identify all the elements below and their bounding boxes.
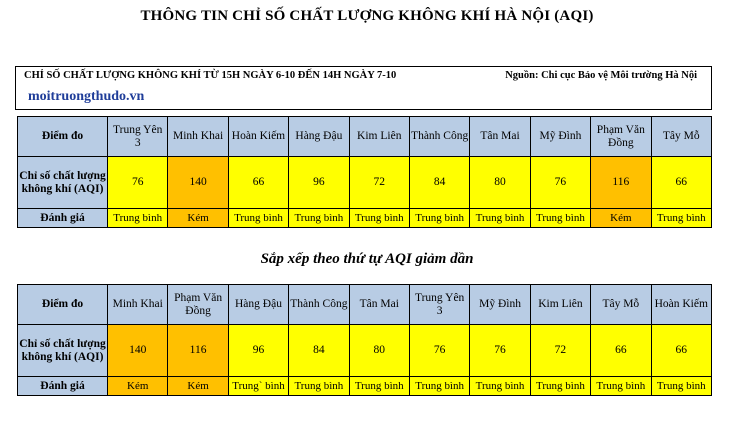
index-row <box>18 157 712 209</box>
rating-row <box>18 209 712 228</box>
aqi-sorted-table <box>17 284 712 396</box>
aqi-value-cell: 96 <box>228 325 288 377</box>
rating-cell: Trung bình <box>591 377 651 396</box>
aqi-value-cell: 76 <box>108 157 168 209</box>
info-box <box>15 66 712 110</box>
aqi-value-cell: 116 <box>591 157 651 209</box>
aqi-value-cell: 140 <box>108 325 168 377</box>
location-cell: Hoàn Kiếm <box>228 117 288 157</box>
rating-cell: Trung bình <box>530 209 590 228</box>
period-text: CHỈ SỐ CHẤT LƯỢNG KHÔNG KHÍ TỪ 15H NGÀY 6-10 ĐẾN 14H NGÀY 7-10 <box>24 70 397 81</box>
aqi-value-cell: 116 <box>168 325 228 377</box>
rating-cell: Trung bình <box>349 209 409 228</box>
rating-cell: Trung bình <box>470 377 530 396</box>
rating-cell: Trung bình <box>228 209 288 228</box>
aqi-value-cell: 84 <box>289 325 349 377</box>
aqi-value-cell: 140 <box>168 157 228 209</box>
sorted-title: Sắp xếp theo thứ tự AQI giảm dần <box>260 251 474 267</box>
rating-cell: Trung bình <box>349 377 409 396</box>
location-cell: Mỹ Đình <box>470 285 530 325</box>
location-cell: Kim Liên <box>349 117 409 157</box>
aqi-value-cell: 80 <box>470 157 530 209</box>
rating-cell: Trung bình <box>289 377 349 396</box>
rating-label: Đánh giá <box>18 209 108 228</box>
location-cell: Mỹ Đình <box>530 117 590 157</box>
index-label: Chỉ số chất lượng không khí (AQI) <box>18 325 108 377</box>
aqi-value-cell: 76 <box>409 325 469 377</box>
rating-cell: Trung bình <box>470 209 530 228</box>
aqi-value-cell: 76 <box>470 325 530 377</box>
location-cell: Tân Mai <box>349 285 409 325</box>
aqi-value-cell: 96 <box>289 157 349 209</box>
aqi-value-cell: 66 <box>228 157 288 209</box>
location-row <box>18 117 712 157</box>
rating-cell: Trung bình <box>651 209 711 228</box>
rating-cell: Trung bình <box>409 377 469 396</box>
rating-cell: Trung bình <box>108 209 168 228</box>
location-cell: Phạm Văn Đồng <box>168 285 228 325</box>
location-cell: Trung Yên 3 <box>409 285 469 325</box>
location-label: Điểm đo <box>18 285 108 325</box>
aqi-table <box>17 116 712 228</box>
location-cell: Tân Mai <box>470 117 530 157</box>
location-cell: Thành Công <box>289 285 349 325</box>
location-cell: Tây Mỗ <box>591 285 651 325</box>
rating-row <box>18 377 712 396</box>
website-link[interactable]: moitruongthudo.vn <box>28 89 145 104</box>
location-cell: Minh Khai <box>168 117 228 157</box>
location-cell: Trung Yên 3 <box>108 117 168 157</box>
location-cell: Phạm Văn Đồng <box>591 117 651 157</box>
location-cell: Hàng Đậu <box>289 117 349 157</box>
location-label: Điểm đo <box>18 117 108 157</box>
rating-cell: Kém <box>591 209 651 228</box>
rating-cell: Kém <box>168 209 228 228</box>
aqi-value-cell: 76 <box>530 157 590 209</box>
rating-cell: Trung` bình <box>228 377 288 396</box>
aqi-value-cell: 66 <box>651 325 711 377</box>
location-cell: Thành Công <box>409 117 469 157</box>
aqi-value-cell: 66 <box>651 157 711 209</box>
rating-cell: Trung bình <box>409 209 469 228</box>
location-cell: Minh Khai <box>108 285 168 325</box>
aqi-value-cell: 66 <box>591 325 651 377</box>
rating-cell: Trung bình <box>651 377 711 396</box>
rating-cell: Trung bình <box>530 377 590 396</box>
aqi-value-cell: 84 <box>409 157 469 209</box>
rating-label: Đánh giá <box>18 377 108 396</box>
rating-cell: Kém <box>108 377 168 396</box>
location-cell: Hoàn Kiếm <box>651 285 711 325</box>
rating-cell: Trung bình <box>289 209 349 228</box>
source-text: Nguồn: Chi cục Bảo vệ Môi trường Hà Nội <box>505 70 697 81</box>
aqi-value-cell: 72 <box>349 157 409 209</box>
aqi-value-cell: 72 <box>530 325 590 377</box>
index-label: Chỉ số chất lượng không khí (AQI) <box>18 157 108 209</box>
location-cell: Kim Liên <box>530 285 590 325</box>
rating-cell: Kém <box>168 377 228 396</box>
location-cell: Tây Mỗ <box>651 117 711 157</box>
page-title: THÔNG TIN CHỈ SỐ CHẤT LƯỢNG KHÔNG KHÍ HÀ NỘI (AQI) <box>140 8 594 24</box>
index-row <box>18 325 712 377</box>
location-cell: Hàng Đậu <box>228 285 288 325</box>
location-row <box>18 285 712 325</box>
aqi-value-cell: 80 <box>349 325 409 377</box>
